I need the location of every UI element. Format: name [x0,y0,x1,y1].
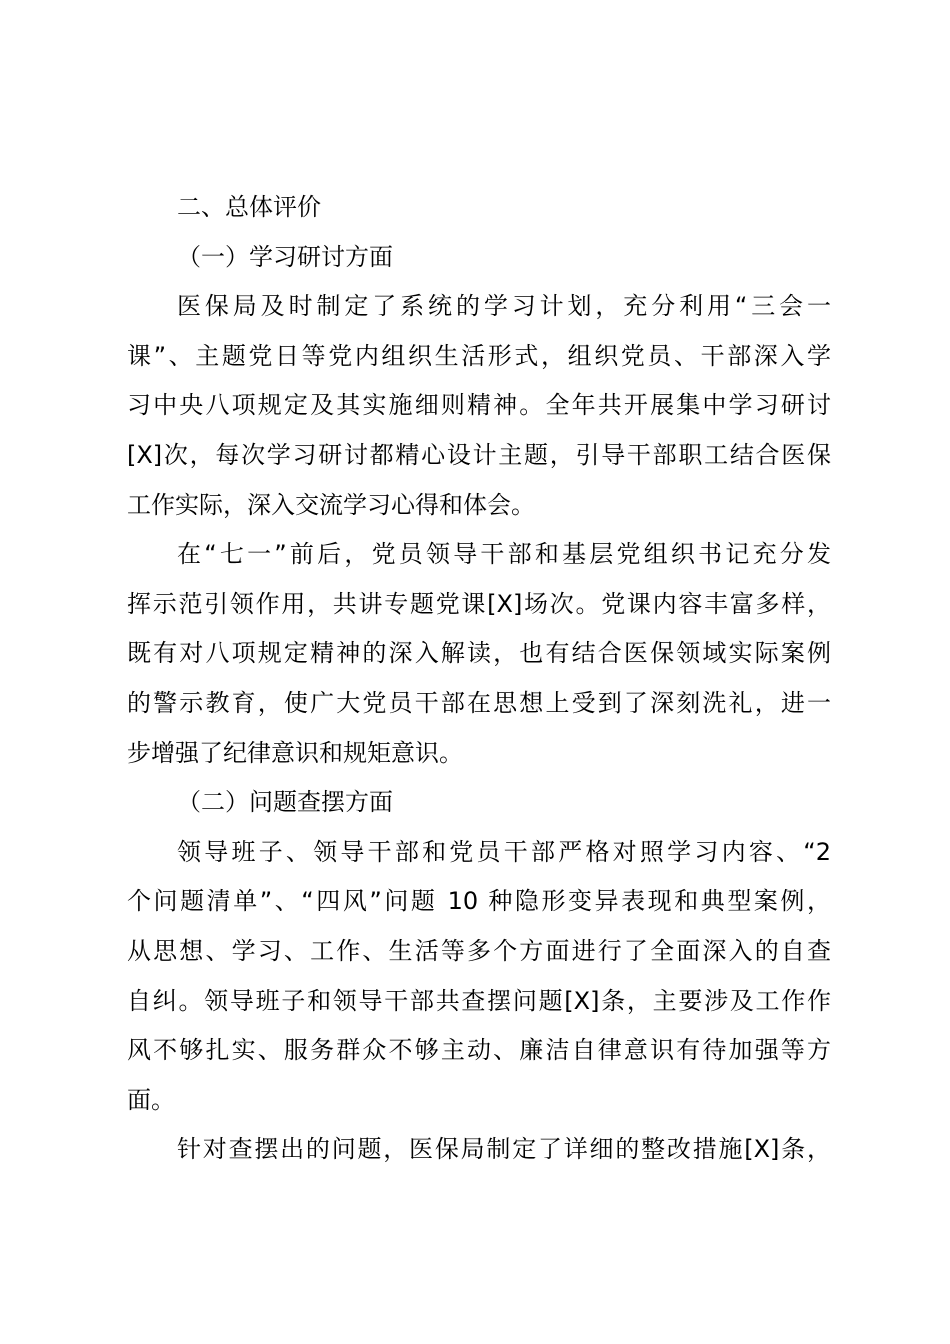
paragraph-rectification [127,1125,831,1175]
text-line: 既有对八项规定精神的深入解读，也有结合医保领域实际案例 [127,639,831,668]
text-line: 习中央八项规定及其实施细则精神。全年共开展集中学习研讨 [127,391,831,420]
text-line: 挥示范引领作用，共讲专题党课[X]场次。党课内容丰富多样， [127,589,831,618]
text-line: 的警示教育，使广大党员干部在思想上受到了深刻洗礼，进一 [127,688,831,717]
section-heading: 二、总体评价 [177,193,321,221]
text-line: 个问题清单”、“四风”问题 10 种隐形变异表现和典型案例， [127,887,831,916]
subsection-heading-study: （一）学习研讨方面 [177,242,393,271]
text-line: 针对查摆出的问题，医保局制定了详细的整改措施[X]条， [177,1135,831,1164]
paragraph-study-plan [127,282,831,530]
text-line: 医保局及时制定了系统的学习计划，充分利用“三会一 [177,292,831,321]
text-line: 风不够扎实、服务群众不够主动、廉洁自律意识有待加强等方 [127,1036,831,1065]
paragraph-party-lessons [127,530,831,778]
text-line: 领导班子、领导干部和党员干部严格对照学习内容、“2 [177,837,831,866]
text-line: 从思想、学习、工作、生活等多个方面进行了全面深入的自查 [127,936,831,965]
text-line: 工作实际，深入交流学习心得和体会。 [127,490,535,519]
text-line: 面。 [127,1085,175,1114]
text-line: [X]次，每次学习研讨都精心设计主题，引导干部职工结合医保 [127,440,831,469]
text-line: 步增强了纪律意识和规矩意识。 [127,738,463,767]
text-line: 自纠。领导班子和领导干部共查摆问题[X]条，主要涉及工作作 [127,986,831,1015]
text-line: 在“七一”前后，党员领导干部和基层党组织书记充分发 [177,540,831,569]
text-line: 课”、主题党日等党内组织生活形式，组织党员、干部深入学 [127,341,831,370]
paragraph-self-check [127,828,831,1126]
document-page [127,183,831,1175]
subsection-heading-problems: （二）问题查摆方面 [177,788,393,817]
